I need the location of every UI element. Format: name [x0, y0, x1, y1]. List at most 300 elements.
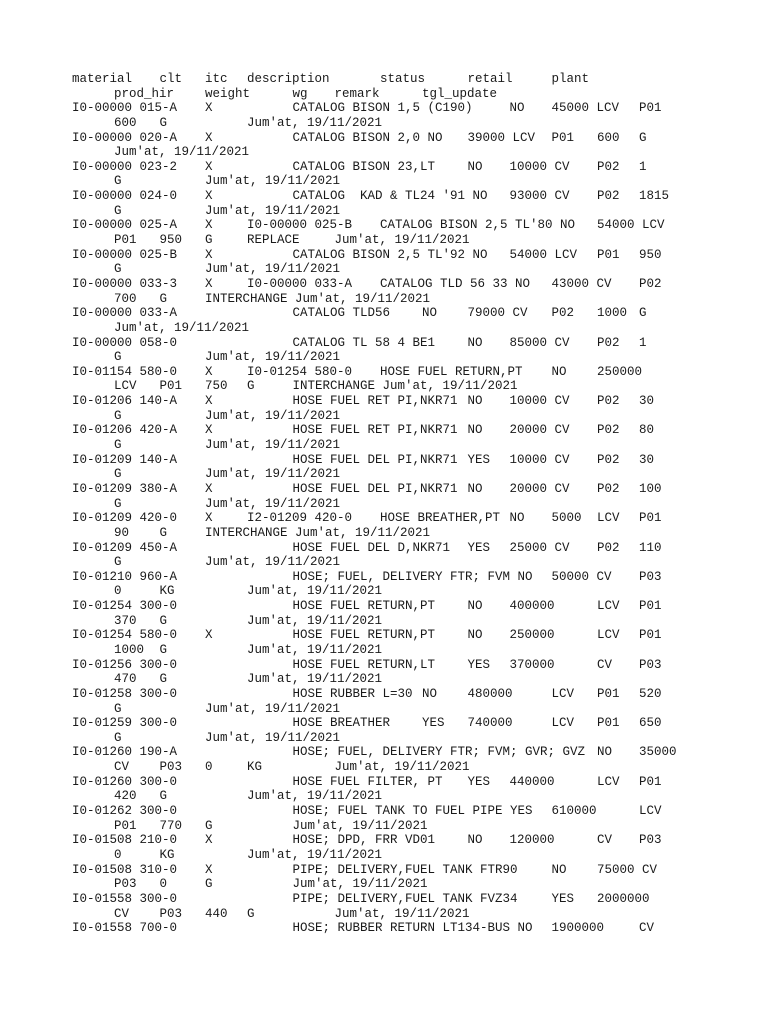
field-text: I0-00000 025-B [72, 247, 178, 262]
record-line [72, 511, 752, 526]
field-text: X [205, 628, 213, 643]
field-text: 35000 [639, 745, 677, 760]
field-text: P02 [597, 481, 620, 496]
field-text: X [205, 130, 213, 145]
field-text: Jum'at, 19/11/2021 [205, 203, 341, 218]
field-text: I0-01258 300-0 [72, 686, 178, 701]
record-line [72, 160, 752, 175]
field-text: 10000 CV [509, 452, 570, 467]
field-text: NO [467, 423, 483, 438]
field-text: Jum'at, 19/11/2021 [205, 350, 341, 365]
record-line [72, 277, 752, 292]
field-text: G [114, 350, 122, 365]
field-text: G [205, 818, 213, 833]
record-line [72, 745, 752, 760]
field-text: 0 [114, 847, 122, 862]
field-text: Jum'at, 19/11/2021 [205, 467, 341, 482]
record-line [72, 350, 752, 365]
field-text: 250000 [597, 364, 643, 379]
record-line [72, 658, 752, 673]
field-text: weight [205, 86, 251, 101]
field-text: HOSE; FUEL TANK TO FUEL PIPE YES [292, 804, 533, 819]
field-text: I0-00000 025-A [72, 218, 178, 233]
field-text: Jum'at, 19/11/2021 [247, 847, 383, 862]
field-text: Jum'at, 19/11/2021 [205, 496, 341, 511]
field-text: P01 [551, 130, 575, 145]
field-text: Jum'at, 19/11/2021 [114, 320, 250, 335]
record-line [72, 394, 752, 409]
field-text: I0-01154 580-0 [72, 364, 178, 379]
field-text: HOSE FUEL RETURN,LT [292, 657, 436, 672]
field-text: P01 [159, 379, 183, 394]
field-text: G [639, 306, 647, 321]
field-text: P02 [597, 540, 620, 555]
field-text: I0-01558 300-0 [72, 891, 178, 906]
field-text: 1000 [597, 306, 628, 321]
field-text: G [114, 467, 122, 482]
field-text: 420 [114, 789, 137, 804]
field-text: CV [114, 906, 130, 921]
field-text: CATALOG KAD & TL24 '91 NO [292, 189, 488, 204]
field-text: 80 [639, 423, 655, 438]
field-text: NO [467, 159, 483, 174]
record-line [72, 819, 752, 834]
field-text: YES [422, 716, 445, 731]
field-text: 30 [639, 394, 655, 409]
record-line [72, 848, 752, 863]
field-text: wg [292, 86, 308, 101]
field-text: 480000 [467, 686, 513, 701]
field-text: Jum'at, 19/11/2021 [247, 642, 383, 657]
field-text: 54000 LCV [597, 218, 665, 233]
field-text: Jum'at, 19/11/2021 [292, 877, 428, 892]
field-text: 50000 CV [551, 569, 612, 584]
field-text: YES [467, 774, 491, 789]
record-line [72, 702, 752, 717]
field-text: CATALOG TL 58 4 BE1 [292, 335, 436, 350]
field-text: itc [205, 72, 228, 86]
field-text: NO [422, 686, 438, 701]
field-text: CATALOG BISON 2,5 TL'80 NO [380, 218, 576, 233]
field-text: I0-01508 310-0 [72, 862, 178, 877]
record-line [72, 292, 752, 307]
field-text: P01 [114, 818, 137, 833]
field-text: NO [422, 306, 438, 321]
field-text: I0-01508 210-0 [72, 833, 178, 848]
field-text: P02 [597, 423, 620, 438]
field-text: G [114, 408, 122, 423]
field-text: I0-01206 140-A [72, 394, 178, 409]
field-text: 85000 CV [509, 335, 570, 350]
field-text: 370 [114, 613, 137, 628]
field-text: P01 [597, 686, 620, 701]
field-text: NO [551, 364, 567, 379]
field-text: I0-01558 700-0 [72, 921, 178, 936]
field-text: X [205, 364, 213, 379]
field-text: P02 [597, 452, 620, 467]
record-line [72, 233, 752, 248]
record-line [72, 321, 752, 336]
field-text: 2000000 [597, 891, 650, 906]
field-text: X [205, 511, 213, 526]
field-text: Jum'at, 19/11/2021 [205, 701, 341, 716]
record-line [72, 409, 752, 424]
record-line [72, 833, 752, 848]
field-text: 740000 [467, 716, 513, 731]
field-text: 93000 CV [509, 189, 570, 204]
field-text: I0-00000 015-A [72, 101, 178, 116]
field-text: I0-00000 023-2 [72, 159, 178, 174]
field-text: LCV [551, 716, 575, 731]
field-text: NO [467, 599, 483, 614]
field-text: Jum'at, 19/11/2021 [114, 145, 250, 160]
field-text: G [159, 642, 168, 657]
field-text: P01 [639, 628, 662, 643]
record-line [72, 804, 752, 819]
field-text: YES [467, 540, 491, 555]
record-line [72, 116, 752, 131]
catalog-listing [72, 72, 752, 936]
field-text: 10000 CV [509, 159, 570, 174]
field-text: LCV [639, 804, 662, 819]
field-text: 25000 CV [509, 540, 570, 555]
record-line [72, 248, 752, 263]
field-text: 1 [639, 335, 647, 350]
field-text: CATALOG TLD56 [292, 306, 391, 321]
field-text: 400000 [509, 599, 555, 614]
field-text: NO [467, 481, 483, 496]
record-line [72, 907, 752, 922]
field-text: X [205, 189, 213, 204]
field-text: P03 [639, 569, 662, 584]
field-text: I0-00000 033-A [72, 306, 178, 321]
record-line [72, 760, 752, 775]
field-text: CV [597, 833, 613, 848]
field-text: Jum'at, 19/11/2021 [247, 613, 383, 628]
field-text: 10000 CV [509, 394, 570, 409]
field-text: YES [551, 891, 575, 906]
field-text: P01 [639, 101, 662, 116]
field-text: 750 [205, 379, 228, 394]
field-text: I0-01262 300-0 [72, 804, 178, 819]
field-text: PIPE; DELIVERY,FUEL TANK FTR90 [292, 862, 518, 877]
field-text: G [205, 877, 213, 892]
record-line [72, 438, 752, 453]
field-text: G [159, 291, 168, 306]
field-text: INTERCHANGE Jum'at, 19/11/2021 [292, 379, 518, 394]
field-text: 440 [205, 906, 228, 921]
field-text: HOSE FUEL DEL D,NKR71 [292, 540, 451, 555]
field-text: I0-00000 033-3 [72, 276, 178, 291]
field-text: P03 [159, 760, 183, 775]
record-line [72, 101, 752, 116]
field-text: NO [467, 628, 483, 643]
record-line [72, 423, 752, 438]
field-text: 20000 CV [509, 423, 570, 438]
field-text: 1815 [639, 189, 670, 204]
field-text: REPLACE [247, 233, 300, 248]
field-text: 79000 CV [467, 306, 528, 321]
field-text: P01 [597, 716, 620, 731]
field-text: Jum'at, 19/11/2021 [247, 584, 383, 599]
field-text: P01 [114, 233, 137, 248]
field-text: X [205, 862, 213, 877]
field-text: 610000 [551, 804, 597, 819]
record-line [72, 365, 752, 380]
field-text: LCV [597, 599, 620, 614]
field-text: G [114, 730, 122, 745]
field-text: P01 [639, 599, 662, 614]
field-text: retail [467, 72, 513, 86]
field-text: P02 [551, 306, 575, 321]
field-text: 0 [159, 877, 168, 892]
field-text: I2-01209 420-0 [247, 511, 353, 526]
header-line [72, 87, 752, 102]
field-text: HOSE FUEL DEL PI,NKR71 [292, 481, 458, 496]
field-text: 5000 [551, 511, 582, 526]
field-text: HOSE RUBBER L=30 [292, 686, 413, 701]
field-text: CV [639, 921, 655, 936]
field-text: I0-00000 020-A [72, 130, 178, 145]
record-line [72, 482, 752, 497]
field-text: 0 [114, 584, 122, 599]
field-text: G [114, 262, 122, 277]
record-line [72, 584, 752, 599]
record-line [72, 174, 752, 189]
record-line [72, 453, 752, 468]
field-text: G [247, 379, 255, 394]
record-line [72, 204, 752, 219]
field-text: PIPE; DELIVERY,FUEL TANK FVZ34 [292, 891, 518, 906]
field-text: I0-01260 300-0 [72, 774, 178, 789]
field-text: 1000 [114, 642, 145, 657]
field-text: status [380, 72, 426, 86]
record-line [72, 775, 752, 790]
field-text: 370000 [509, 657, 555, 672]
record-line [72, 599, 752, 614]
field-text: HOSE FUEL RETURN,PT [292, 628, 436, 643]
field-text: Jum'at, 19/11/2021 [205, 555, 341, 570]
field-text: P02 [597, 335, 620, 350]
field-text: P01 [639, 511, 662, 526]
field-text: G [205, 233, 213, 248]
field-text: 75000 CV [597, 862, 658, 877]
field-text: INTERCHANGE Jum'at, 19/11/2021 [205, 525, 431, 540]
record-line [72, 921, 752, 936]
record-line [72, 145, 752, 160]
field-text: 650 [639, 716, 662, 731]
field-text: X [205, 276, 213, 291]
field-text: 30 [639, 452, 655, 467]
field-text: 470 [114, 672, 137, 687]
field-text: LCV [597, 628, 620, 643]
field-text: Jum'at, 19/11/2021 [334, 760, 470, 775]
field-text: HOSE FUEL DEL PI,NKR71 [292, 452, 458, 467]
field-text: X [205, 833, 213, 848]
field-text: 39000 LCV [467, 130, 536, 145]
field-text: X [205, 247, 213, 262]
field-text: Jum'at, 19/11/2021 [334, 233, 470, 248]
record-line [72, 131, 752, 146]
field-text: prod_hir [114, 86, 175, 101]
field-text: HOSE; FUEL, DELIVERY FTR; FVM; GVR; GVZ [292, 745, 586, 760]
record-line [72, 877, 752, 892]
field-text: I0-00000 024-0 [72, 189, 178, 204]
field-text: CV [597, 657, 613, 672]
record-line [72, 570, 752, 585]
field-text: Jum'at, 19/11/2021 [292, 818, 428, 833]
field-text: P03 [114, 877, 137, 892]
field-text: G [114, 701, 122, 716]
field-text: KG [247, 760, 263, 775]
field-text: 700 [114, 291, 137, 306]
field-text: I0-01209 420-0 [72, 511, 178, 526]
record-line [72, 262, 752, 277]
field-text: HOSE; FUEL, DELIVERY FTR; FVM NO [292, 569, 533, 584]
field-text: YES [467, 452, 491, 467]
record-line [72, 336, 752, 351]
field-text: LCV [114, 379, 137, 394]
field-text: KG [159, 584, 175, 599]
field-text: NO [467, 335, 483, 350]
field-text: X [205, 159, 213, 174]
field-text: 0 [205, 760, 213, 775]
field-text: Jum'at, 19/11/2021 [205, 174, 341, 189]
field-text: CV [114, 760, 130, 775]
header-line [72, 72, 752, 87]
record-line [72, 892, 752, 907]
field-text: G [114, 203, 122, 218]
record-line [72, 218, 752, 233]
field-text: Jum'at, 19/11/2021 [247, 115, 383, 130]
field-text: HOSE; DPD, FRR VD01 [292, 833, 436, 848]
field-text: INTERCHANGE Jum'at, 19/11/2021 [205, 291, 431, 306]
field-text: HOSE FUEL RET PI,NKR71 [292, 394, 458, 409]
field-text: Jum'at, 19/11/2021 [247, 672, 383, 687]
field-text: I0-01254 580-0 [72, 628, 178, 643]
field-text: HOSE FUEL RETURN,PT [292, 599, 436, 614]
field-text: Jum'at, 19/11/2021 [247, 789, 383, 804]
field-text: HOSE FUEL RET PI,NKR71 [292, 423, 458, 438]
field-text: I0-01209 450-A [72, 540, 178, 555]
field-text: 90 [114, 525, 130, 540]
field-text: Jum'at, 19/11/2021 [205, 262, 341, 277]
field-text: material [72, 72, 133, 86]
field-text: CATALOG BISON 2,5 TL'92 NO [292, 247, 488, 262]
field-text: plant [551, 72, 590, 86]
field-text: HOSE BREATHER,PT [380, 511, 501, 526]
field-text: X [205, 481, 213, 496]
field-text: G [639, 130, 647, 145]
field-text: 1900000 [551, 921, 605, 936]
field-text: 770 [159, 818, 183, 833]
field-text: NO [597, 745, 613, 760]
field-text: HOSE BREATHER [292, 716, 391, 731]
field-text: I0-01260 190-A [72, 745, 178, 760]
field-text: I0-01206 420-A [72, 423, 178, 438]
field-text: Jum'at, 19/11/2021 [205, 408, 341, 423]
field-text: G [114, 174, 122, 189]
record-line [72, 189, 752, 204]
field-text: description [247, 72, 330, 86]
record-line [72, 467, 752, 482]
field-text: P02 [639, 276, 662, 291]
field-text: I0-01254 580-0 [247, 364, 353, 379]
field-text: CATALOG TLD 56 33 NO [380, 276, 531, 291]
field-text: 20000 CV [509, 481, 570, 496]
field-text: P01 [639, 774, 662, 789]
field-text: Jum'at, 19/11/2021 [334, 906, 470, 921]
field-text: 600 [114, 115, 137, 130]
field-text: P03 [159, 906, 183, 921]
field-text: 100 [639, 481, 662, 496]
field-text: P02 [597, 159, 620, 174]
field-text: G [159, 613, 168, 628]
field-text: I0-01210 960-A [72, 569, 178, 584]
field-text: NO [509, 101, 525, 116]
field-text: clt [159, 72, 183, 86]
field-text: P02 [597, 394, 620, 409]
record-line [72, 526, 752, 541]
field-text: Jum'at, 19/11/2021 [205, 730, 341, 745]
field-text: P02 [597, 189, 620, 204]
field-text: NO [467, 833, 483, 848]
field-text: P03 [639, 657, 662, 672]
field-text: 950 [639, 247, 662, 262]
record-line [72, 789, 752, 804]
field-text: CATALOG BISON 1,5 (C190) [292, 101, 473, 116]
field-text: I0-01209 380-A [72, 481, 178, 496]
field-text: I0-00000 025-B [247, 218, 353, 233]
field-text: 520 [639, 686, 662, 701]
record-line [72, 541, 752, 556]
field-text: YES [467, 657, 491, 672]
record-line [72, 672, 752, 687]
field-text: I0-00000 058-0 [72, 335, 178, 350]
field-text: LCV [597, 774, 620, 789]
field-text: NO [551, 862, 567, 877]
field-text: HOSE FUEL FILTER, PT [292, 774, 443, 789]
field-text: G [159, 672, 168, 687]
field-text: LCV [551, 686, 575, 701]
field-text: G [159, 115, 168, 130]
field-text: G [159, 789, 168, 804]
field-text: 45000 LCV [551, 101, 620, 116]
field-text: G [114, 555, 122, 570]
field-text: X [205, 101, 213, 116]
record-line [72, 614, 752, 629]
field-text: G [247, 906, 255, 921]
record-line [72, 716, 752, 731]
field-text: 43000 CV [551, 276, 612, 291]
field-text: G [114, 438, 122, 453]
field-text: CATALOG BISON 23,LT [292, 159, 436, 174]
field-text: HOSE FUEL RETURN,PT [380, 364, 523, 379]
field-text: I0-00000 033-A [247, 276, 353, 291]
record-line [72, 863, 752, 878]
field-text: X [205, 394, 213, 409]
record-line [72, 731, 752, 746]
record-line [72, 687, 752, 702]
field-text: I0-01254 300-0 [72, 599, 178, 614]
record-line [72, 628, 752, 643]
field-text: 120000 [509, 833, 555, 848]
field-text: KG [159, 847, 175, 862]
field-text: Jum'at, 19/11/2021 [205, 438, 341, 453]
field-text: I0-01209 140-A [72, 452, 178, 467]
field-text: 1 [639, 159, 647, 174]
field-text: 54000 LCV [509, 247, 578, 262]
